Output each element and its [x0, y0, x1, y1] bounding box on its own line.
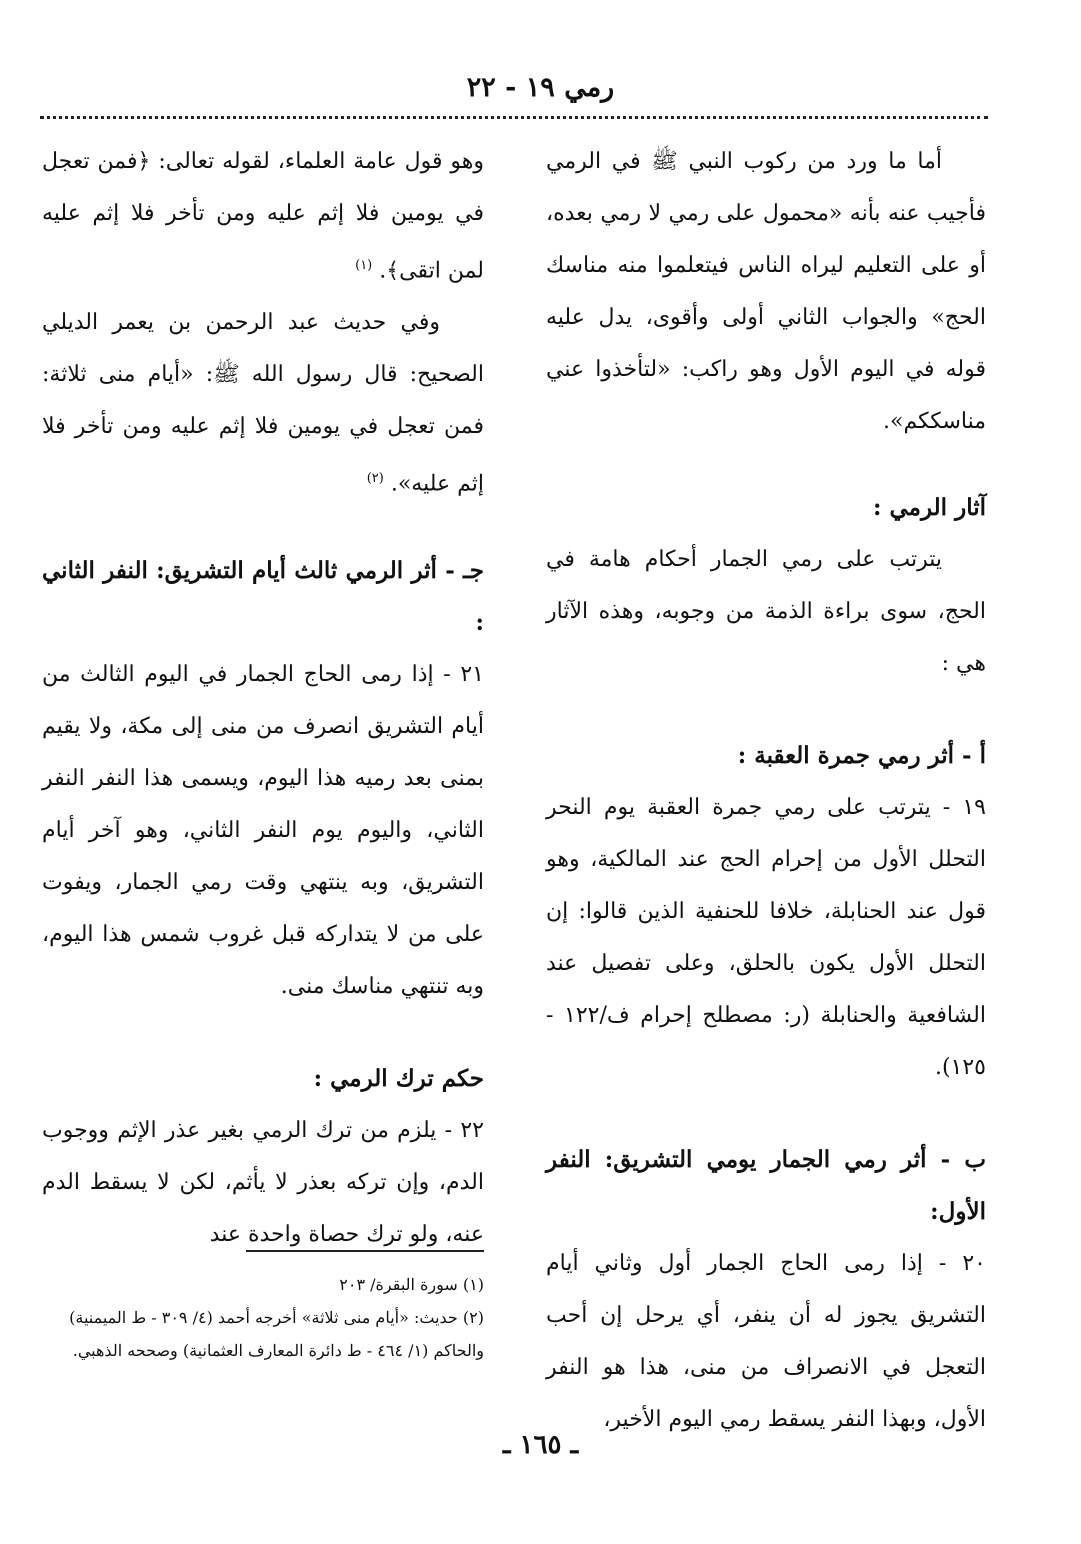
- intro-paragraph: أما ما ورد من ركوب النبي ﷺ في الرمي فأجيب عنه بأنه «محمول على رمي لا رمي بعده، أو على التعليم ليراه الناس فيتعلموا منه مناسك الحج» والجواب الثاني أولى وأقوى، يدل عليه قوله في اليوم الأول وهو راكب: «لتأخذوا عني مناسككم».: [546, 149, 986, 434]
- section-b-heading: ب - أثر رمي الجمار يومي التشريق: النفر الأول:: [546, 1146, 986, 1225]
- paragraph-21: ٢١ - إذا رمى الحاج الجمار في اليوم الثالث من أيام التشريق انصرف من منى إلى مكة، ولا يقيم بمنى بعد رميه هذا اليوم، ويسمى هذا النفر النفر الثاني، واليوم يوم النفر الثاني، وهو آخر أيام التشريق، وبه ينتهي وقت رمي الجمار، ويفوت على من لا يتداركه قبل غروب شمس هذا اليوم، وبه تنتهي مناسك منى.: [42, 661, 484, 999]
- footnote-ref-1: (١): [355, 258, 373, 273]
- footnote-ref-2: (٢): [366, 471, 384, 487]
- section-a-heading: أ - أثر رمي جمرة العقبة :: [737, 742, 986, 769]
- right-column: [546, 136, 986, 1446]
- running-title: رمي ١٩ - ٢٢: [466, 72, 615, 103]
- footnote-1: (١) سورة البقرة/ ٢٠٣: [339, 1275, 484, 1294]
- rule-heading: حكم ترك الرمي :: [313, 1064, 484, 1092]
- left-column: [42, 136, 484, 1261]
- hadith-paragraph: [42, 297, 484, 510]
- hadith-text: وفي حديث عبد الرحمن بن يعمر الديلي الصحيح: قال رسول الله ﷺ: «أيام منى ثلاثة: فمن تعجل في يومين فلا إثم عليه ومن تأخر فلا إثم عليه».: [42, 310, 484, 497]
- continuation-paragraph: [42, 136, 484, 297]
- header-dotted-rule: [40, 116, 988, 119]
- footnote-rule: [246, 1250, 484, 1252]
- effects-paragraph: يترتب على رمي الجمار أحكام هامة في الحج، سوى براءة الذمة من وجوبه، وهذه الآثار هي :: [546, 547, 986, 676]
- continuation-text: وهو قول عامة العلماء، لقوله تعالى: ﴿فمن تعجل في يومين فلا إثم عليه ومن تأخر فلا إثم عليه لمن اتقى﴾.: [42, 149, 484, 284]
- page-number: ـ ١٦٥ ـ: [502, 1430, 579, 1460]
- paragraph-19: ١٩ - يترتب على رمي جمرة العقبة يوم النحر التحلل الأول من إحرام الحج عند المالكية، وهو قول عند الحنابلة، خلافا للحنفية الذين قالوا: إن التحلل الأول يكون بالحلق، وعلى تفصيل عند الشافعية والحنابلة (ر: مصطلح إحرام ف/١٢٢ - ١٢٥).: [546, 795, 986, 1080]
- paragraph-22: ٢٢ - يلزم من ترك الرمي بغير عذر الإثم ووجوب الدم، وإن تركه بعذر لا يأثم، لكن لا يسقط الدم عنه، ولو ترك حصاة واحدة عند: [42, 1117, 484, 1247]
- section-c-heading: جـ - أثر الرمي ثالث أيام التشريق: النفر الثاني :: [42, 556, 484, 636]
- effects-heading: آثار الرمي :: [873, 494, 986, 521]
- footnotes: [42, 1268, 484, 1367]
- paragraph-20: ٢٠ - إذا رمى الحاج الجمار أول وثاني أيام التشريق يجوز له أن ينفر، أي يرحل إن أحب التعجل في الانصراف من منى، هذا هو النفر الأول، وبهذا النفر يسقط رمي اليوم الأخير،: [546, 1251, 986, 1432]
- footnote-2: (٢) حديث: «أيام منى ثلاثة» أخرجه أحمد (٤/ ٣٠٩ - ط الميمنية) والحاكم (١/ ٤٦٤ - ط دائرة المعارف العثمانية) وصححه الذهبي.: [69, 1308, 484, 1360]
